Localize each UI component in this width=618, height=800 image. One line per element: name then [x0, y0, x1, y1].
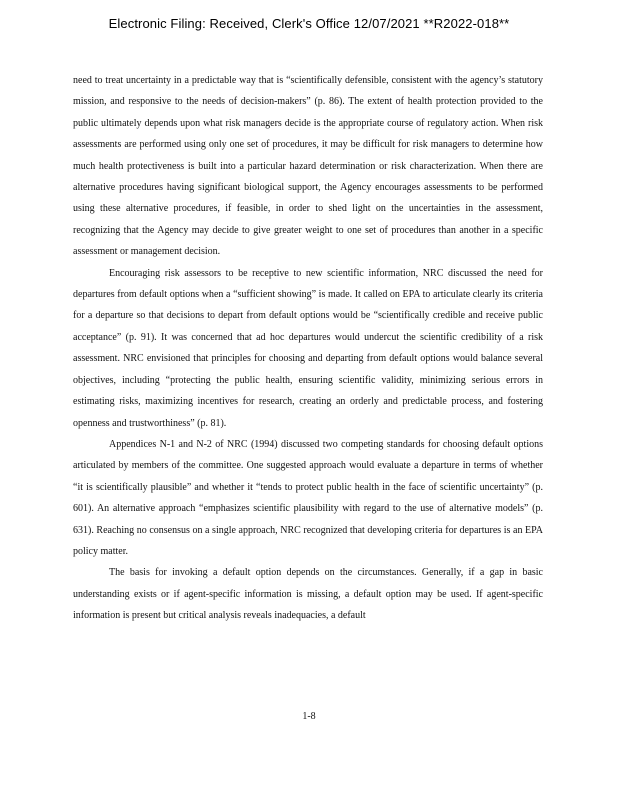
paragraph-4: The basis for invoking a default option depends on the circumstances. Generally, if a gap in basic understanding exists or if agent-specific information is missing, a default option may be used. If agent-specific information is present but critical analysis reveals inadequacies, a default	[73, 567, 543, 622]
paragraph-3: Appendices N-1 and N-2 of NRC (1994) discussed two competing standards for choosing default options articulated by members of the committee. One suggested approach would evaluate a departure in terms of whether “it is scientifically plausible” and whether it “tends to protect public health in the face of scientific uncertainty” (p. 601). An alternative approach “emphasizes scientific plausibility with regard to the use of alternative models” (p. 631). Reaching no consensus on a single approach, NRC recognized that developing criteria for departures is an EPA policy matter.	[73, 438, 543, 557]
document-body	[73, 70, 543, 627]
page-number: 1-8	[302, 711, 316, 722]
paragraph-1: need to treat uncertainty in a predictable way that is “scientifically defensible, consistent with the agency’s statutory mission, and responsive to the needs of decision-makers” (p. 86). The extent of health protection provided to the public ultimately depends upon what risk managers decide is the appropriate course of regulatory action. When risk assessments are performed using only one set of procedures, it may be difficult for risk managers to determine how much health protectiveness is built into a particular hazard determination or risk characterization. When there are alternative procedures having significant biological support, the Agency encourages assessments to be performed using these alternative procedures, if feasible, in order to shed light on the uncertainties in the assessment, recognizing that the Agency may decide to give greater weight to one set of procedures than another in a specific assessment or management decision.	[73, 75, 543, 258]
paragraph-2: Encouraging risk assessors to be receptive to new scientific information, NRC discussed the need for departures from default options when a “sufficient showing” is made. It called on EPA to articulate clearly its criteria for a departure so that decisions to depart from default options would be “scientifically credible and receive public acceptance” (p. 91). It was concerned that ad hoc departures would undercut the scientific credibility of a risk assessment. NRC envisioned that principles for choosing and departing from default options would balance several objectives, including “protecting the public health, ensuring scientific validity, minimizing serious errors in estimating risks, maximizing incentives for research, creating an orderly and predictable process, and fostering openness and trustworthiness” (p. 81).	[73, 267, 543, 429]
filing-stamp-header: Electronic Filing: Received, Clerk's Office 12/07/2021 **R2022-018**	[108, 16, 510, 31]
